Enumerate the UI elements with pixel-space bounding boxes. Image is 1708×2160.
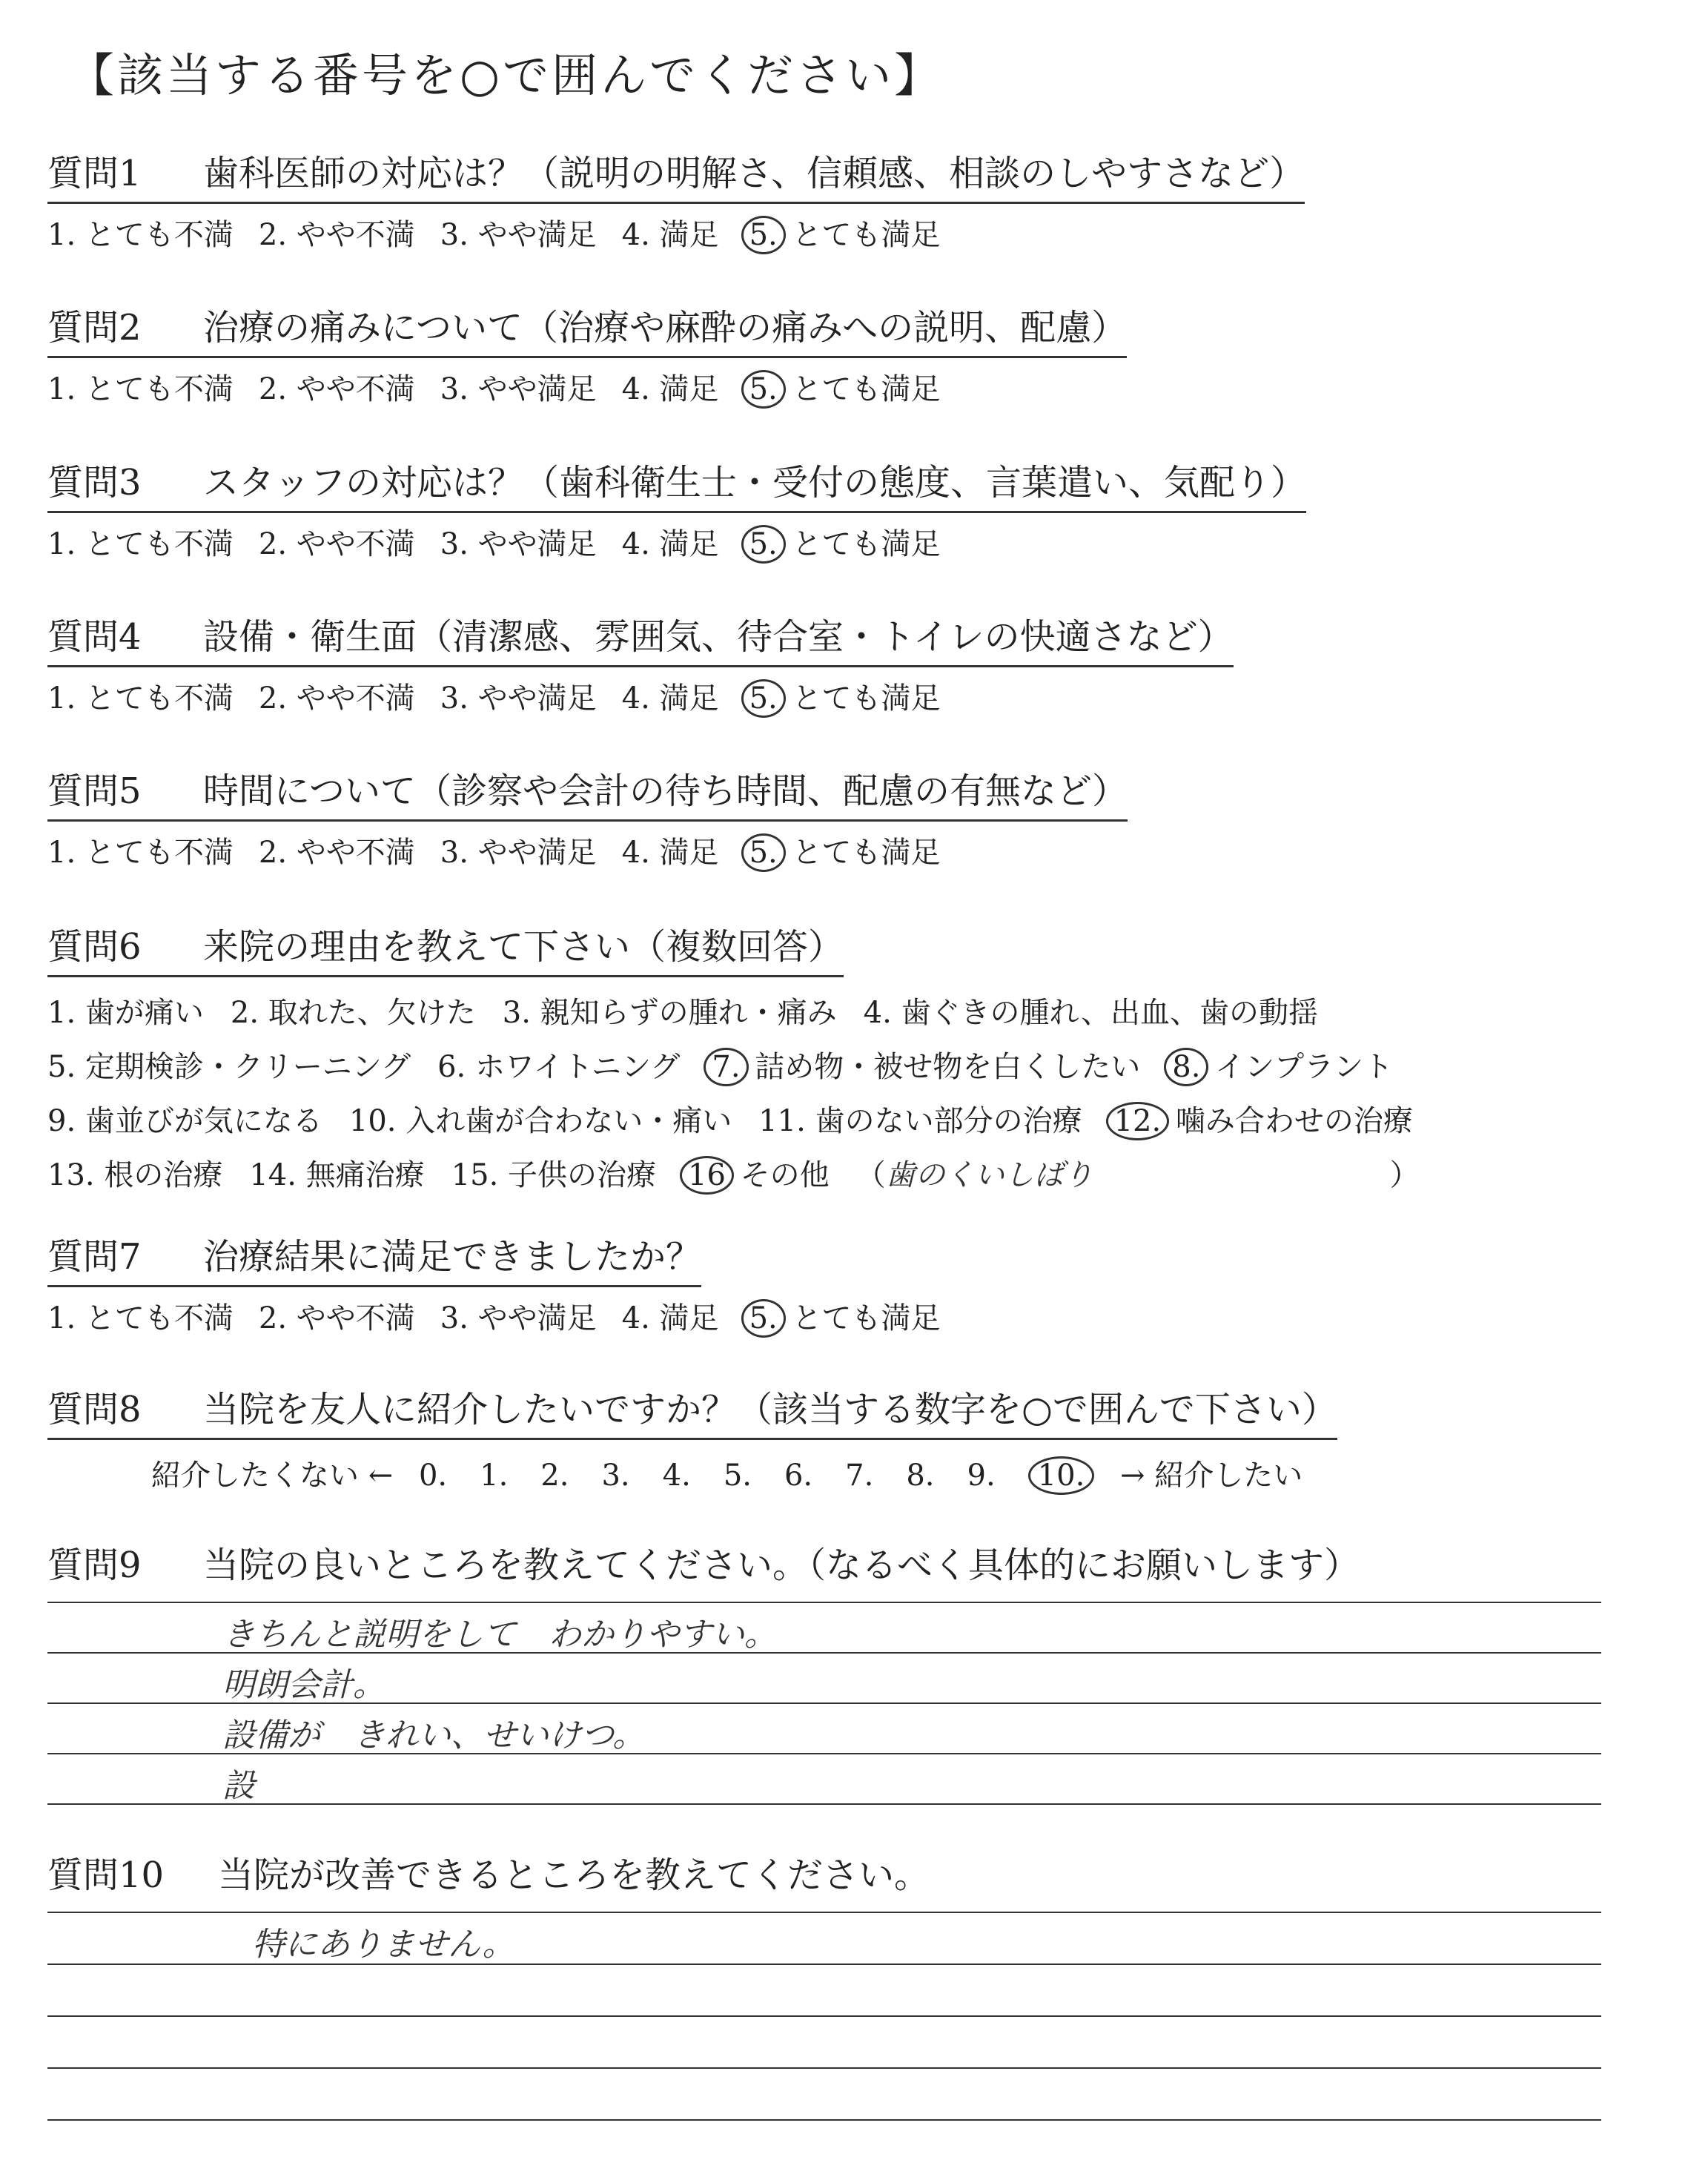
selected-number: 5. <box>741 216 786 254</box>
reason-label: インプラント <box>1215 1050 1394 1084</box>
answer-line <box>47 2119 1601 2121</box>
rating-option: 3. やや満足 <box>440 836 597 870</box>
rating-option: 3. やや満足 <box>440 527 597 561</box>
paren-close: ） <box>1389 1158 1420 1192</box>
reason-number: 16 <box>680 1156 734 1195</box>
reason-label: 歯並びが気になる <box>85 1104 322 1138</box>
reason-row <box>47 1043 1440 1086</box>
selected-number: 5. <box>741 525 786 564</box>
handwritten-answer: 明朗会計。 <box>222 1666 385 1704</box>
reason-option <box>47 989 204 1031</box>
reason-label: 根の治療 <box>104 1158 223 1192</box>
answer-line <box>47 1602 1601 1603</box>
question-text: 当院の良いところを教えてください。（なるべく具体的にお願いします） <box>203 1545 1360 1586</box>
selected-number: 5. <box>741 679 786 718</box>
rating-options <box>47 521 1306 563</box>
option-label: とても満足 <box>792 218 941 252</box>
scale-value: 4. <box>662 1459 691 1493</box>
reason-number: 11. <box>758 1104 806 1138</box>
rating-option: 4. 満足 <box>621 836 719 870</box>
rating-option: 2. やや不満 <box>258 681 415 716</box>
rating-option: 4. 満足 <box>621 527 719 561</box>
reason-label: 定期検診・クリーニング <box>85 1050 411 1084</box>
scale-value: 6. <box>784 1459 813 1493</box>
question-number: 質問10 <box>47 1855 165 1896</box>
reason-number: 7. <box>704 1048 748 1086</box>
reason-option <box>47 1097 322 1140</box>
rating-option-selected <box>744 366 941 408</box>
answer-line <box>47 1912 1601 1913</box>
question-text: 当院を友人に紹介したいですか？（該当する数字を○で囲んで下さい） <box>203 1389 1337 1430</box>
scale-value: 9. <box>967 1459 996 1493</box>
question-text: 治療結果に満足できましたか？ <box>203 1236 702 1278</box>
reason-option <box>47 1043 411 1086</box>
handwritten-answer: 設 <box>222 1767 255 1805</box>
rating-option: 1. とても不満 <box>47 1301 234 1335</box>
scale-value: 3. <box>601 1459 630 1493</box>
reason-label: 噛み合わせの治療 <box>1175 1104 1413 1138</box>
rating-option: 4. 満足 <box>621 681 719 716</box>
reason-row <box>47 1152 1440 1194</box>
reason-number: 15. <box>451 1158 499 1192</box>
reason-options <box>47 989 1440 1194</box>
reason-number: 13. <box>47 1158 95 1192</box>
scale-value: 8. <box>906 1459 935 1493</box>
question-number: 質問1 <box>47 153 142 194</box>
reason-number: 2. <box>230 996 259 1030</box>
scale-value: 0. <box>418 1459 448 1493</box>
reason-number: 6. <box>437 1050 466 1084</box>
question-number: 質問3 <box>47 462 142 503</box>
question-text: 治療の痛みについて（治療や麻酔の痛みへの説明、配慮） <box>203 307 1128 349</box>
handwritten-answer: 設備が きれい、せいけつ。 <box>222 1717 646 1754</box>
scale-value: 1. <box>480 1459 509 1493</box>
rating-option: 2. やや不満 <box>258 372 415 406</box>
question-4 <box>47 608 1234 717</box>
question-title <box>47 1536 1360 1593</box>
reason-label: ホワイトニング <box>474 1050 681 1084</box>
reason-option-selected <box>1167 1043 1393 1086</box>
rating-option: 2. やや不満 <box>258 836 415 870</box>
reason-row <box>47 1097 1440 1140</box>
question-title <box>47 299 1127 358</box>
recommend-scale <box>151 1452 1337 1495</box>
reason-label: 子供の治療 <box>508 1158 657 1192</box>
reason-number: 1. <box>47 996 76 1030</box>
rating-options <box>47 675 1234 717</box>
scale-values <box>403 1459 1110 1493</box>
other-answer-field <box>856 1152 1420 1194</box>
reason-label: 取れた、欠けた <box>268 996 476 1030</box>
answer-line <box>47 2067 1601 2069</box>
question-title <box>47 145 1305 204</box>
reason-label: 入れ歯が合わない・痛い <box>406 1104 732 1138</box>
question-title <box>47 1846 930 1903</box>
reason-option <box>864 989 1318 1031</box>
question-title <box>47 608 1234 667</box>
reason-option <box>437 1043 680 1086</box>
rating-option: 3. やや満足 <box>440 218 597 252</box>
rating-option: 1. とても不満 <box>47 527 234 561</box>
reason-number: 8. <box>1164 1048 1208 1086</box>
question-number: 質問9 <box>47 1545 142 1586</box>
handwritten-answer: 特にありません。 <box>252 1926 515 1964</box>
scale-right-label: → 紹介したい <box>1120 1459 1303 1493</box>
reason-label: 歯ぐきの腫れ、出血、歯の動揺 <box>901 996 1318 1030</box>
question-1 <box>47 145 1305 254</box>
rating-option: 1. とても不満 <box>47 681 234 716</box>
reason-row <box>47 989 1440 1031</box>
paren-open: （ <box>855 1158 886 1192</box>
reason-number: 3. <box>502 996 531 1030</box>
reason-option-selected <box>1109 1097 1413 1140</box>
scale-value: 2. <box>540 1459 569 1493</box>
question-6 <box>47 918 1440 1194</box>
selected-number: 5. <box>741 370 786 409</box>
rating-option-selected <box>744 211 941 254</box>
question-title <box>47 1381 1337 1440</box>
reason-label: その他 <box>740 1158 830 1192</box>
question-7 <box>47 1228 965 1337</box>
rating-option: 3. やや満足 <box>440 1301 597 1335</box>
rating-option: 1. とても不満 <box>47 218 234 252</box>
handwritten-answer: きちんと説明をして わかりやすい。 <box>222 1616 777 1654</box>
rating-option: 2. やや不満 <box>258 218 415 252</box>
reason-option <box>231 989 476 1031</box>
question-text: 時間について（診察や会計の待ち時間、配慮の有無など） <box>203 770 1128 812</box>
rating-option: 3. やや満足 <box>440 681 597 716</box>
scale-left-label: 紹介したくない ← <box>151 1459 394 1493</box>
rating-option-selected <box>744 1295 941 1337</box>
rating-option: 4. 満足 <box>621 372 719 406</box>
handwritten-other-answer: 歯のくいしばり <box>885 1158 1093 1192</box>
page-title: 【該当する番号を○で囲んでください】 <box>68 48 944 102</box>
rating-option-selected <box>744 521 941 563</box>
reason-number: 9. <box>47 1104 76 1138</box>
question-title <box>47 918 844 977</box>
option-label: とても満足 <box>792 681 941 716</box>
question-number: 質問2 <box>47 307 142 349</box>
reason-label: 詰め物・被せ物を白くしたい <box>755 1050 1141 1084</box>
rating-option-selected <box>744 675 941 717</box>
reason-label: 歯が痛い <box>85 996 204 1030</box>
question-text: スタッフの対応は？（歯科衛生士・受付の態度、言葉遣い、気配り） <box>203 462 1307 503</box>
scale-value: 5. <box>723 1459 752 1493</box>
question-title <box>47 454 1306 513</box>
question-number: 質問8 <box>47 1389 142 1430</box>
rating-option: 4. 満足 <box>621 1301 719 1335</box>
option-label: とても満足 <box>792 372 941 406</box>
answer-line <box>47 2015 1601 2017</box>
question-text: 当院が改善できるところを教えてください。 <box>218 1855 930 1896</box>
scale-value: 7. <box>845 1459 874 1493</box>
selected-number: 5. <box>741 1299 786 1338</box>
answer-line <box>47 1803 1601 1805</box>
reason-number: 4. <box>863 996 892 1030</box>
reason-label: 親知らずの腫れ・痛み <box>540 996 837 1030</box>
rating-option: 3. やや満足 <box>440 372 597 406</box>
rating-option: 2. やや不満 <box>258 1301 415 1335</box>
reason-option-selected <box>706 1043 1140 1086</box>
option-label: とても満足 <box>792 1301 941 1335</box>
question-5 <box>47 762 1128 871</box>
question-number: 質問4 <box>47 616 142 658</box>
question-8 <box>47 1381 1337 1495</box>
rating-option: 1. とても不満 <box>47 372 234 406</box>
reason-option <box>451 1152 656 1194</box>
rating-option-selected <box>744 829 941 871</box>
question-text: 設備・衛生面（清潔感、雰囲気、待合室・トイレの快適さなど） <box>203 616 1234 658</box>
rating-options <box>47 1295 965 1337</box>
question-number: 質問6 <box>47 926 142 968</box>
rating-options <box>47 211 1305 254</box>
reason-number: 10. <box>348 1104 397 1138</box>
rating-option: 1. とても不満 <box>47 836 234 870</box>
reason-number: 12. <box>1106 1102 1170 1140</box>
question-number: 質問5 <box>47 770 142 812</box>
option-label: とても満足 <box>792 527 941 561</box>
reason-option <box>47 1152 222 1194</box>
rating-options <box>47 366 1127 408</box>
option-label: とても満足 <box>792 836 941 870</box>
rating-options <box>47 829 1128 871</box>
reason-option <box>503 989 837 1031</box>
scale-value-selected: 10. <box>1028 1456 1095 1495</box>
question-text: 来院の理由を教えて下さい（複数回答） <box>203 926 844 968</box>
question-10 <box>47 1846 930 1903</box>
reason-option <box>249 1152 424 1194</box>
reason-number: 5. <box>47 1050 76 1084</box>
question-3 <box>47 454 1306 563</box>
reason-label: 無痛治療 <box>305 1158 425 1192</box>
reason-label: 歯のない部分の治療 <box>815 1104 1082 1138</box>
question-title <box>47 1228 701 1287</box>
selected-number: 5. <box>741 833 786 872</box>
reason-option-selected <box>683 1152 830 1194</box>
question-number: 質問7 <box>47 1236 142 1278</box>
rating-option: 2. やや不満 <box>258 527 415 561</box>
reason-option <box>349 1097 732 1140</box>
question-9 <box>47 1536 1360 1593</box>
question-title <box>47 762 1128 822</box>
reason-option <box>758 1097 1082 1140</box>
rating-option: 4. 満足 <box>621 218 719 252</box>
question-2 <box>47 299 1127 408</box>
reason-number: 14. <box>249 1158 297 1192</box>
question-text: 歯科医師の対応は？（説明の明解さ、信頼感、相談のしやすさなど） <box>203 153 1305 194</box>
